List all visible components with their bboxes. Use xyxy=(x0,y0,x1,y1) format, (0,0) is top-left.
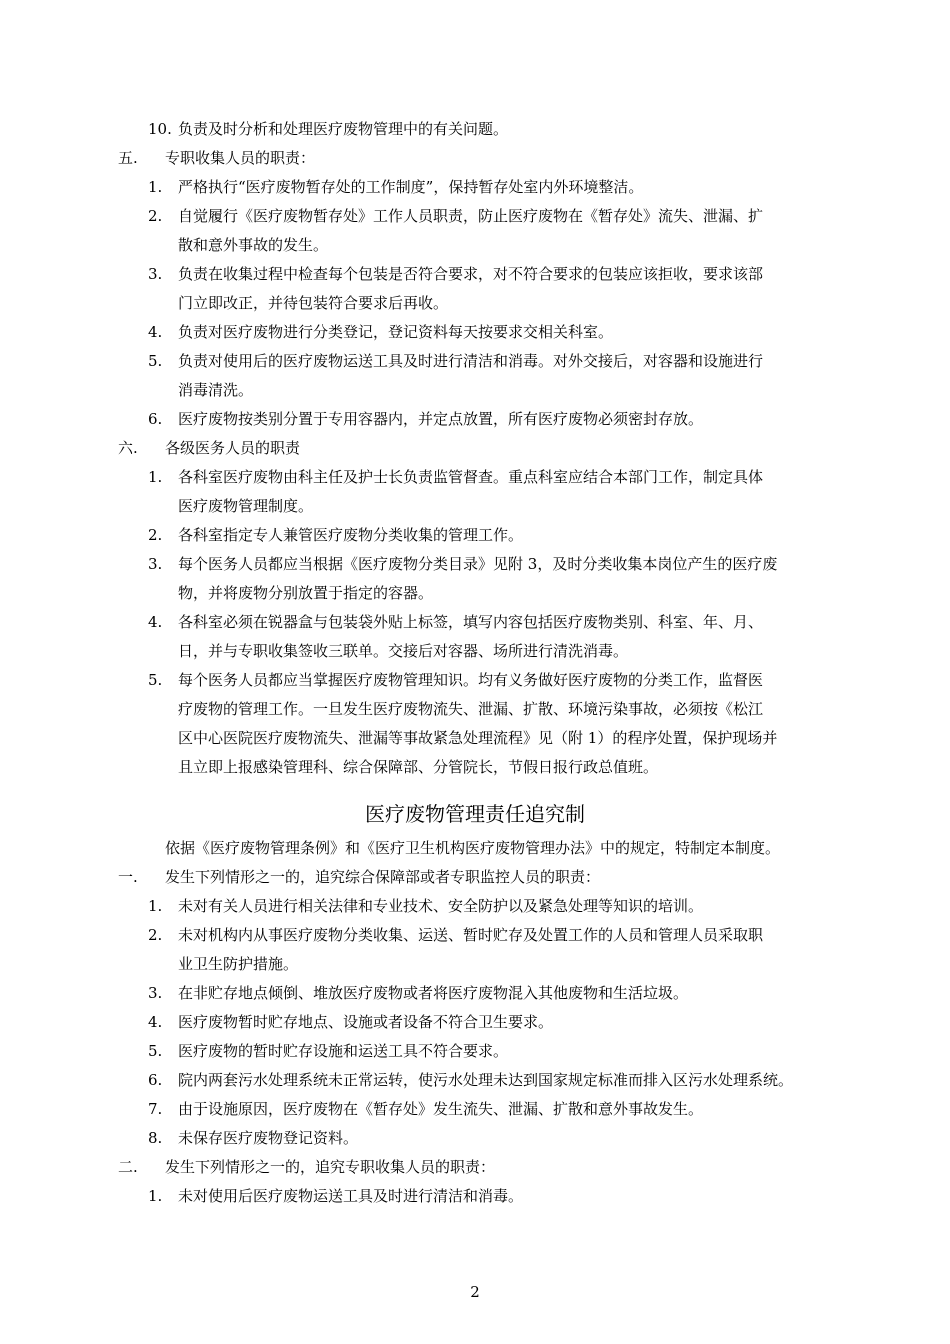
item-text: 各科室指定专人兼管医疗废物分类收集的管理工作。 xyxy=(178,526,524,544)
item-text: 未保存医疗废物登记资料。 xyxy=(178,1129,359,1147)
item-text: 消毒清洗。 xyxy=(178,381,254,399)
item-text: 未对有关人员进行相关法律和专业技术、安全防护以及紧急处理等知识的培训。 xyxy=(178,897,704,915)
item-number: 5. xyxy=(148,1042,163,1060)
item-text: 负责及时分析和处理医疗废物管理中的有关问题。 xyxy=(178,120,509,138)
item-number: 8. xyxy=(148,1129,163,1147)
intro-paragraph: 依据《医疗废物管理条例》和《医疗卫生机构医疗废物管理办法》中的规定，特制定本制度。 xyxy=(165,839,781,857)
item-number: 6. xyxy=(148,410,163,428)
item-text: 且立即上报感染管理科、综合保障部、分管院长，节假日报行政总值班。 xyxy=(178,758,659,776)
item-text: 各科室医疗废物由科主任及护士长负责监管督查。重点科室应结合本部门工作，制定具体 xyxy=(178,468,764,486)
item-number: 4. xyxy=(148,1013,163,1031)
section-heading: 专职收集人员的职责： xyxy=(165,149,316,167)
item-number: 1. xyxy=(148,897,163,915)
item-number: 10. xyxy=(148,120,172,138)
item-number: 2. xyxy=(148,926,163,944)
item-text: 各科室必须在锐器盒与包装袋外贴上标签，填写内容包括医疗废物类别、科室、年、月、 xyxy=(178,613,764,631)
item-text: 在非贮存地点倾倒、堆放医疗废物或者将医疗废物混入其他废物和生活垃圾。 xyxy=(178,984,689,1002)
item-text: 医疗废物的暂时贮存设施和运送工具不符合要求。 xyxy=(178,1042,509,1060)
section-number: 二. xyxy=(118,1158,138,1176)
item-number: 7. xyxy=(148,1100,163,1118)
item-number: 1. xyxy=(148,468,163,486)
section-number: 一. xyxy=(118,868,138,886)
item-text: 医疗废物按类别分置于专用容器内，并定点放置，所有医疗废物必须密封存放。 xyxy=(178,410,704,428)
item-text: 每个医务人员都应当根据《医疗废物分类目录》见附 3，及时分类收集本岗位产生的医疗废 xyxy=(178,555,778,573)
page-title: 医疗废物管理责任追究制 xyxy=(365,802,585,826)
item-text: 未对机构内从事医疗废物分类收集、运送、暂时贮存及处置工作的人员和管理人员采取职 xyxy=(178,926,764,944)
item-number: 5. xyxy=(148,671,163,689)
item-text: 负责对医疗废物进行分类登记，登记资料每天按要求交相关科室。 xyxy=(178,323,614,341)
item-text: 业卫生防护措施。 xyxy=(178,955,299,973)
item-number: 2. xyxy=(148,207,163,225)
item-text: 由于设施原因，医疗废物在《暂存处》发生流失、泄漏、扩散和意外事故发生。 xyxy=(178,1100,704,1118)
item-text: 负责对使用后的医疗废物运送工具及时进行清洁和消毒。对外交接后，对容器和设施进行 xyxy=(178,352,764,370)
item-text: 医疗废物暂时贮存地点、设施或者设备不符合卫生要求。 xyxy=(178,1013,554,1031)
item-number: 2. xyxy=(148,526,163,544)
item-number: 3. xyxy=(148,555,163,573)
item-number: 5. xyxy=(148,352,163,370)
item-text: 每个医务人员都应当掌握医疗废物管理知识。均有义务做好医疗废物的分类工作，监督医 xyxy=(178,671,764,689)
item-text: 负责在收集过程中检查每个包装是否符合要求，对不符合要求的包装应该拒收，要求该部 xyxy=(178,265,764,283)
item-text: 门立即改正，并待包装符合要求后再收。 xyxy=(178,294,449,312)
item-text: 未对使用后医疗废物运送工具及时进行清洁和消毒。 xyxy=(178,1187,524,1205)
item-text: 日，并与专职收集签收三联单。交接后对容器、场所进行清洗消毒。 xyxy=(178,642,629,660)
item-number: 4. xyxy=(148,613,163,631)
section-number: 五. xyxy=(118,149,138,167)
item-text: 自觉履行《医疗废物暂存处》工作人员职责，防止医疗废物在《暂存处》流失、泄漏、扩 xyxy=(178,207,764,225)
item-number: 3. xyxy=(148,265,163,283)
item-text: 散和意外事故的发生。 xyxy=(178,236,329,254)
item-text: 医疗废物管理制度。 xyxy=(178,497,314,515)
item-text: 物，并将废物分别放置于指定的容器。 xyxy=(178,584,434,602)
section-number: 六. xyxy=(118,439,138,457)
item-number: 1. xyxy=(148,1187,163,1205)
item-number: 1. xyxy=(148,178,163,196)
item-text: 严格执行“医疗废物暂存处的工作制度”，保持暂存处室内外环境整洁。 xyxy=(178,178,644,196)
item-number: 3. xyxy=(148,984,163,1002)
item-text: 区中心医院医疗废物流失、泄漏等事故紧急处理流程》见（附 1）的程序处置，保护现场并 xyxy=(178,729,778,747)
section-heading: 各级医务人员的职责 xyxy=(165,439,301,457)
item-text: 院内两套污水处理系统未正常运转，使污水处理未达到国家规定标准而排入区污水处理系统。 xyxy=(178,1071,794,1089)
section-heading: 发生下列情形之一的，追究专职收集人员的职责： xyxy=(165,1158,496,1176)
item-number: 4. xyxy=(148,323,163,341)
item-text: 疗废物的管理工作。一旦发生医疗废物流失、泄漏、扩散、环境污染事故，必须按《松江 xyxy=(178,700,764,718)
item-number: 6. xyxy=(148,1071,163,1089)
section-heading: 发生下列情形之一的，追究综合保障部或者专职监控人员的职责： xyxy=(165,868,601,886)
page-number: 2 xyxy=(470,1283,480,1301)
